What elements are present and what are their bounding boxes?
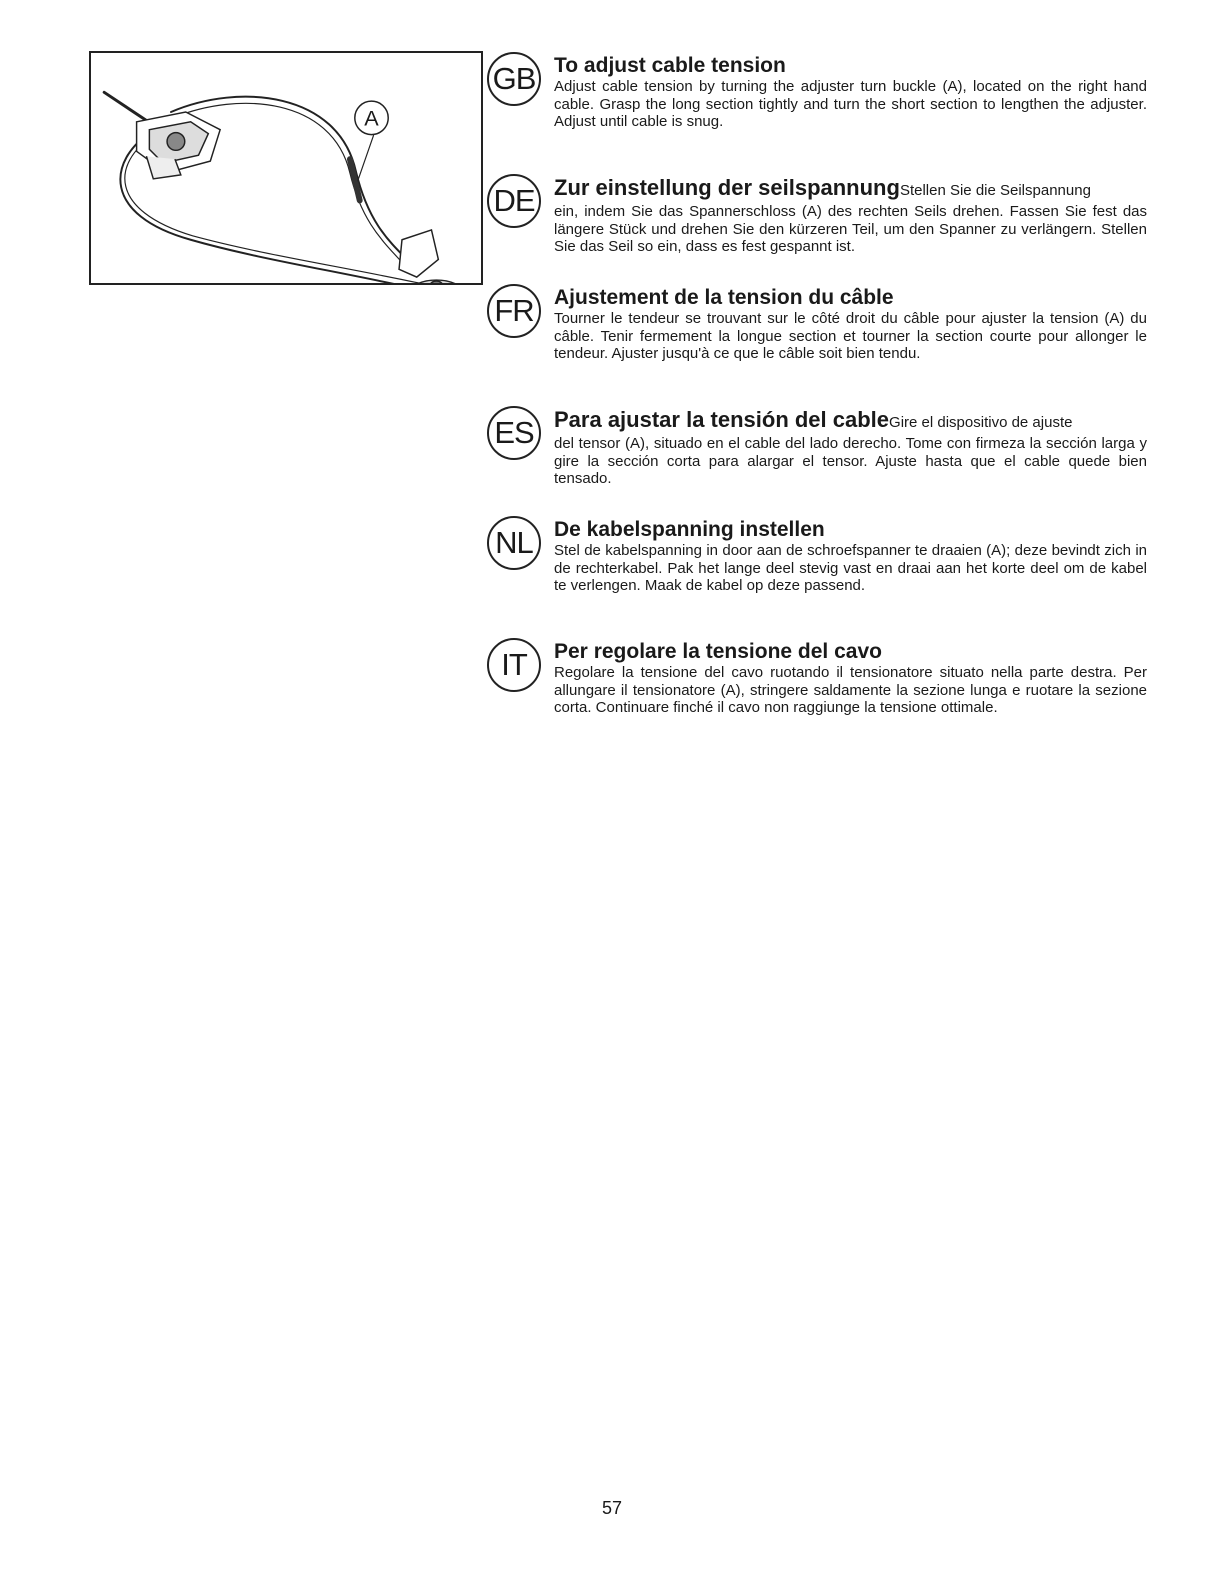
section-title bbox=[554, 407, 1147, 435]
section-title bbox=[554, 175, 1147, 203]
lang-badge-fr: FR bbox=[487, 284, 541, 338]
section-body: del tensor (A), situado en el cable del lado derecho. Tome con firmeza la sección larga y gire la sección corta para alargar el tensor. Ajuste hasta que el cable quede bien tensado. bbox=[554, 435, 1147, 487]
section-title: De kabelspanning instellen bbox=[554, 518, 825, 541]
section-body: Regolare la tensione del cavo ruotando il tensionatore situato nella parte destra. Per allungare il tensionatore (A), stringere saldamente la sezione lunga e ruotare la sezione corta. Continuare finché il cavo non raggiunge la tensione ottimale. bbox=[554, 664, 1147, 716]
section-title: Per regolare la tensione del cavo bbox=[554, 640, 882, 663]
section-title: Ajustement de la tension du câble bbox=[554, 286, 894, 309]
section-body: Tourner le tendeur se trouvant sur le côté droit du câble pour ajuster la tension (A) du câble. Tenir fermement la longue section et tourner la section courte pour allonger le tendeur. Ajuster jusqu'à ce que le câble soit bien tendu. bbox=[554, 310, 1147, 362]
section-de bbox=[487, 174, 1147, 256]
section-gb bbox=[487, 52, 1147, 131]
section-body: Stel de kabelspanning in door aan de schroefspanner te draaien (A); deze bevindt zich in de rechterkabel. Pak het lange deel stevig vast en draai aan het korte deel om de kabel te verlengen. Maak de kabel op deze passend. bbox=[554, 542, 1147, 594]
section-body: Adjust cable tension by turning the adjuster turn buckle (A), located on the right hand cable. Grasp the long section tightly and turn the short section to lengthen the adjuster. Adjust until cable is snug. bbox=[554, 78, 1147, 130]
section-title-text: Zur einstellung der seilspannung bbox=[554, 175, 900, 200]
page-number: 57 bbox=[601, 1498, 623, 1518]
lang-badge-es: ES bbox=[487, 406, 541, 460]
section-body: ein, indem Sie das Spannerschloss (A) des rechten Seils drehen. Fassen Sie fest das längere Stück und drehen Sie den kürzeren Teil, um den Spanner zu verlängern. Stellen Sie das Seil so ein, dass es fest gespannt ist. bbox=[554, 203, 1147, 255]
section-it bbox=[487, 638, 1147, 717]
lang-badge-nl: NL bbox=[487, 516, 541, 570]
lang-badge-de: DE bbox=[487, 174, 541, 228]
section-es bbox=[487, 406, 1147, 488]
section-title-text: Para ajustar la tensión del cable bbox=[554, 407, 890, 432]
lang-badge-it: IT bbox=[487, 638, 541, 692]
section-nl bbox=[487, 516, 1147, 595]
section-inline-text: Stellen Sie die Seilspannung bbox=[899, 182, 1091, 199]
section-fr bbox=[487, 284, 1147, 363]
section-inline-text: Gire el dispositivo de ajuste bbox=[889, 414, 1073, 431]
callout-a-label: A bbox=[364, 105, 379, 131]
section-title: To adjust cable tension bbox=[554, 54, 786, 77]
lang-badge-gb: GB bbox=[487, 52, 541, 106]
cable-diagram bbox=[89, 51, 483, 285]
